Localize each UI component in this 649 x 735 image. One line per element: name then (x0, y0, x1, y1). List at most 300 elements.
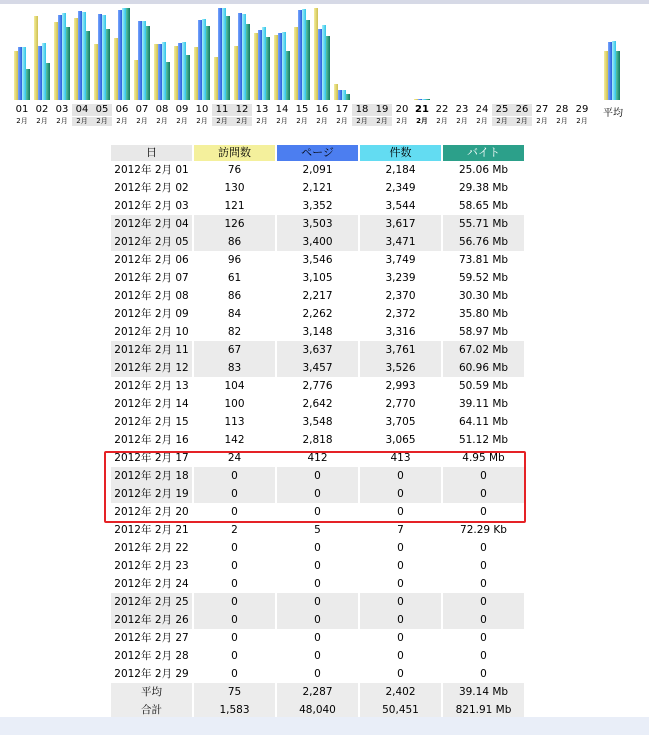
cell-date: 2012年 2月 05 (111, 233, 192, 251)
bytes-bar (46, 63, 50, 100)
cell-bytes: 0 (480, 578, 487, 590)
chart-day-29 (572, 0, 592, 135)
cell-visits: 0 (231, 668, 238, 680)
bar-group (512, 0, 532, 100)
bytes-bar (306, 20, 310, 100)
cell-date: 2012年 2月 22 (114, 542, 189, 554)
bar-group (232, 0, 252, 100)
day-label: 20 (395, 104, 409, 115)
bar-group (432, 0, 452, 100)
cell-pages: 3,503 (277, 215, 358, 233)
cell-pages: 0 (314, 560, 321, 572)
day-label: 11 (212, 104, 232, 116)
cell-pages: 3,352 (302, 200, 333, 212)
table-row (111, 377, 524, 395)
cell-pages: 3,546 (302, 254, 333, 266)
month-label: 2月 (336, 117, 348, 125)
day-label: 27 (535, 104, 549, 115)
cell-date: 2012年 2月 20 (114, 506, 189, 518)
cell-pages: 2,262 (302, 308, 333, 320)
bar-group (600, 0, 626, 100)
cell-hits: 413 (390, 452, 411, 464)
cell-date: 2012年 2月 07 (114, 272, 189, 284)
day-label: 15 (295, 104, 309, 115)
day-label: 09 (175, 104, 189, 115)
chart-day-14 (272, 0, 292, 135)
table-row (111, 287, 524, 305)
month-label: 2月 (176, 117, 188, 125)
day-label: 29 (575, 104, 589, 115)
chart-day-12 (232, 0, 252, 135)
cell-bytes: 0 (443, 611, 524, 629)
average-label: 平均 (111, 683, 192, 701)
chart-day-21 (412, 0, 432, 135)
bar-group (372, 0, 392, 100)
average-bytes: 39.14 Mb (443, 683, 524, 701)
table-row (111, 629, 524, 647)
cell-visits: 0 (231, 506, 238, 518)
cell-visits: 0 (231, 560, 238, 572)
cell-date: 2012年 2月 16 (114, 434, 189, 446)
cell-date: 2012年 2月 12 (111, 359, 192, 377)
total-hits: 50,451 (360, 701, 441, 719)
cell-bytes: 0 (443, 467, 524, 485)
table-row (111, 521, 524, 539)
cell-hits: 3,526 (360, 359, 441, 377)
cell-pages: 0 (277, 611, 358, 629)
cell-date: 2012年 2月 26 (111, 611, 192, 629)
table-row (111, 431, 524, 449)
table-row (111, 161, 524, 179)
table-row (111, 233, 524, 251)
bytes-bar (286, 51, 290, 100)
bar-group (312, 0, 332, 100)
table-row (111, 179, 524, 197)
cell-date: 2012年 2月 19 (111, 485, 192, 503)
cell-hits: 0 (397, 506, 404, 518)
chart-average (600, 0, 626, 135)
cell-date: 2012年 2月 17 (114, 452, 189, 464)
bytes-bar (206, 26, 210, 100)
cell-bytes: 50.59 Mb (458, 380, 509, 392)
chart-day-13 (252, 0, 272, 135)
cell-date: 2012年 2月 09 (114, 308, 189, 320)
cell-visits: 2 (231, 524, 238, 536)
cell-pages: 3,457 (277, 359, 358, 377)
total-label: 合計 (111, 701, 192, 719)
chart-day-09 (172, 0, 192, 135)
average-label: 平均 (603, 108, 623, 119)
bytes-bar (86, 31, 90, 100)
cell-pages: 0 (277, 593, 358, 611)
month-label: 2月 (116, 117, 128, 125)
bar-group (452, 0, 472, 100)
cell-bytes: 0 (443, 593, 524, 611)
bar-group (92, 0, 112, 100)
month-label: 2月 (36, 117, 48, 125)
chart-day-17 (332, 0, 352, 135)
table-row (111, 359, 524, 377)
bar-group (332, 0, 352, 100)
month-label: 2月 (556, 117, 568, 125)
bar-group (52, 0, 72, 100)
month-label: 2月 (456, 117, 468, 125)
day-label: 12 (232, 104, 252, 116)
header-visits: 訪問数 (194, 145, 275, 161)
table-row (111, 269, 524, 287)
bar-group (472, 0, 492, 100)
cell-visits: 100 (224, 398, 245, 410)
cell-date: 2012年 2月 25 (111, 593, 192, 611)
total-pages: 48,040 (277, 701, 358, 719)
cell-visits: 86 (227, 290, 242, 302)
month-label: 2月 (16, 117, 28, 125)
highlight-box (104, 451, 526, 523)
cell-visits: 0 (231, 578, 238, 590)
cell-date: 2012年 2月 15 (114, 416, 189, 428)
table-row (111, 251, 524, 269)
cell-visits: 0 (231, 542, 238, 554)
cell-bytes: 55.71 Mb (443, 215, 524, 233)
cell-bytes: 25.06 Mb (458, 164, 509, 176)
bar-group (252, 0, 272, 100)
cell-hits: 3,316 (385, 326, 416, 338)
cell-bytes: 0 (480, 560, 487, 572)
table-row (111, 305, 524, 323)
chart-day-24 (472, 0, 492, 135)
day-label: 06 (115, 104, 129, 115)
cell-visits: 113 (224, 416, 245, 428)
cell-bytes: 72.29 Kb (460, 524, 507, 536)
cell-bytes: 0 (480, 668, 487, 680)
cell-bytes: 0 (480, 650, 487, 662)
table-row (111, 341, 524, 359)
chart-day-04 (72, 0, 92, 135)
chart-day-22 (432, 0, 452, 135)
cell-visits: 83 (194, 359, 275, 377)
day-label: 02 (35, 104, 49, 115)
cell-bytes: 29.38 Mb (458, 182, 509, 194)
day-label: 19 (372, 104, 392, 116)
bar-group (72, 0, 92, 100)
cell-hits: 3,471 (360, 233, 441, 251)
day-label: 25 (492, 104, 512, 116)
cell-hits: 2,370 (385, 290, 416, 302)
bytes-bar (346, 94, 350, 100)
table-row (111, 539, 524, 557)
cell-pages: 0 (277, 467, 358, 485)
day-label: 03 (55, 104, 69, 115)
month-label: 2月 (492, 117, 512, 126)
cell-visits: 84 (227, 308, 242, 320)
cell-pages: 2,217 (302, 290, 333, 302)
day-label: 18 (352, 104, 372, 116)
day-label: 01 (15, 104, 29, 115)
cell-bytes: 59.52 Mb (458, 272, 509, 284)
header-bytes: バイト (443, 145, 524, 161)
cell-hits: 2,184 (385, 164, 416, 176)
month-label: 2月 (372, 117, 392, 126)
month-label: 2月 (276, 117, 288, 125)
cell-pages: 0 (314, 668, 321, 680)
chart-day-23 (452, 0, 472, 135)
month-label: 2月 (436, 117, 448, 125)
cell-pages: 3,400 (277, 233, 358, 251)
day-label: 07 (135, 104, 149, 115)
bytes-bar (126, 8, 130, 100)
cell-bytes: 51.12 Mb (458, 434, 509, 446)
bar-group (132, 0, 152, 100)
bar-group (172, 0, 192, 100)
chart-day-25 (492, 0, 512, 135)
cell-date: 2012年 2月 14 (114, 398, 189, 410)
cell-pages: 0 (314, 506, 321, 518)
cell-visits: 0 (231, 632, 238, 644)
cell-pages: 0 (314, 542, 321, 554)
month-label: 2月 (196, 117, 208, 125)
cell-hits: 3,544 (385, 200, 416, 212)
month-label: 2月 (536, 117, 548, 125)
cell-hits: 0 (397, 560, 404, 572)
bar-group (572, 0, 592, 100)
month-label: 2月 (156, 117, 168, 125)
bytes-bar (186, 55, 190, 100)
cell-pages: 3,548 (302, 416, 333, 428)
chart-day-27 (532, 0, 552, 135)
cell-bytes: 0 (480, 506, 487, 518)
cell-bytes: 58.97 Mb (458, 326, 509, 338)
cell-bytes: 0 (443, 485, 524, 503)
bytes-bar (616, 51, 620, 100)
bar-group (392, 0, 412, 100)
table-row (111, 323, 524, 341)
header-hits: 件数 (360, 145, 441, 161)
bar-group (292, 0, 312, 100)
bar-group (192, 0, 212, 100)
cell-pages: 2,121 (302, 182, 333, 194)
cell-visits: 67 (194, 341, 275, 359)
chart-day-10 (192, 0, 212, 135)
cell-hits: 7 (397, 524, 404, 536)
average-pages: 2,287 (277, 683, 358, 701)
month-label: 2月 (136, 117, 148, 125)
cell-date: 2012年 2月 28 (114, 650, 189, 662)
cell-visits: 104 (224, 380, 245, 392)
bar-group (112, 0, 132, 100)
cell-pages: 3,148 (302, 326, 333, 338)
chart-day-19 (372, 0, 392, 135)
chart-day-15 (292, 0, 312, 135)
month-label: 2月 (352, 117, 372, 126)
cell-bytes: 64.11 Mb (458, 416, 509, 428)
cell-visits: 126 (194, 215, 275, 233)
cell-pages: 2,642 (302, 398, 333, 410)
day-label: 28 (555, 104, 569, 115)
bytes-bar (146, 26, 150, 100)
chart-day-05 (92, 0, 112, 135)
cell-bytes: 67.02 Mb (443, 341, 524, 359)
cell-visits: 86 (194, 233, 275, 251)
day-label: 14 (275, 104, 289, 115)
month-label: 2月 (316, 117, 328, 125)
cell-hits: 0 (397, 632, 404, 644)
cell-visits: 61 (227, 272, 242, 284)
cell-date: 2012年 2月 06 (114, 254, 189, 266)
bytes-bar (66, 27, 70, 100)
chart-day-28 (552, 0, 572, 135)
cell-hits: 3,761 (360, 341, 441, 359)
bytes-bar (246, 24, 250, 100)
day-label: 13 (255, 104, 269, 115)
cell-pages: 3,637 (277, 341, 358, 359)
cell-date: 2012年 2月 08 (114, 290, 189, 302)
cell-date: 2012年 2月 21 (114, 524, 189, 536)
cell-date: 2012年 2月 23 (114, 560, 189, 572)
bar-group (492, 0, 512, 100)
cell-hits: 0 (397, 578, 404, 590)
month-label: 2月 (232, 117, 252, 126)
day-label: 04 (72, 104, 92, 116)
cell-pages: 2,091 (302, 164, 333, 176)
daily-bar-chart (0, 0, 649, 135)
day-label: 17 (335, 104, 349, 115)
table-row (111, 197, 524, 215)
cell-hits: 3,065 (385, 434, 416, 446)
bar-group (12, 0, 32, 100)
month-label: 2月 (476, 117, 488, 125)
month-label: 2月 (92, 117, 112, 126)
bottom-border (0, 717, 649, 735)
day-label: 16 (315, 104, 329, 115)
cell-date: 2012年 2月 11 (111, 341, 192, 359)
day-label: 05 (92, 104, 112, 116)
cell-date: 2012年 2月 04 (111, 215, 192, 233)
month-label: 2月 (576, 117, 588, 125)
chart-day-08 (152, 0, 172, 135)
cell-pages: 3,105 (302, 272, 333, 284)
chart-day-18 (352, 0, 372, 135)
cell-hits: 3,617 (360, 215, 441, 233)
cell-bytes: 39.11 Mb (458, 398, 509, 410)
month-label: 2月 (212, 117, 232, 126)
month-label: 2月 (416, 117, 428, 125)
month-label: 2月 (296, 117, 308, 125)
table-row (111, 575, 524, 593)
cell-hits: 0 (360, 467, 441, 485)
cell-pages: 2,776 (302, 380, 333, 392)
cell-visits: 0 (231, 650, 238, 662)
cell-visits: 142 (224, 434, 245, 446)
table-row (111, 557, 524, 575)
bar-group (552, 0, 572, 100)
day-label: 22 (435, 104, 449, 115)
month-label: 2月 (256, 117, 268, 125)
cell-hits: 0 (397, 668, 404, 680)
bytes-bar (266, 37, 270, 100)
cell-hits: 3,705 (385, 416, 416, 428)
cell-bytes: 4.95 Mb (462, 452, 505, 464)
day-label: 26 (512, 104, 532, 116)
bytes-bar (26, 69, 30, 100)
cell-pages: 0 (314, 632, 321, 644)
day-label: 23 (455, 104, 469, 115)
cell-hits: 2,372 (385, 308, 416, 320)
daily-stats-table (109, 145, 526, 719)
cell-bytes: 0 (480, 542, 487, 554)
cell-date: 2012年 2月 29 (114, 668, 189, 680)
cell-pages: 5 (314, 524, 321, 536)
cell-hits: 2,993 (385, 380, 416, 392)
table-row (111, 395, 524, 413)
bar-group (32, 0, 52, 100)
table-row (111, 611, 524, 629)
cell-visits: 0 (194, 467, 275, 485)
table-row (111, 413, 524, 431)
chart-day-26 (512, 0, 532, 135)
cell-visits: 0 (194, 593, 275, 611)
chart-day-16 (312, 0, 332, 135)
cell-hits: 0 (360, 611, 441, 629)
day-label: 08 (155, 104, 169, 115)
cell-date: 2012年 2月 10 (114, 326, 189, 338)
cell-visits: 0 (194, 611, 275, 629)
chart-day-11 (212, 0, 232, 135)
cell-date: 2012年 2月 18 (111, 467, 192, 485)
chart-day-20 (392, 0, 412, 135)
cell-bytes: 35.80 Mb (458, 308, 509, 320)
cell-visits: 24 (227, 452, 242, 464)
bytes-bar (166, 62, 170, 100)
cell-visits: 76 (227, 164, 242, 176)
cell-pages: 0 (314, 578, 321, 590)
cell-date: 2012年 2月 02 (114, 182, 189, 194)
total-bytes: 821.91 Mb (443, 701, 524, 719)
cell-pages: 0 (314, 650, 321, 662)
chart-day-03 (52, 0, 72, 135)
bar-group (272, 0, 292, 100)
average-row (111, 683, 524, 701)
table-row (111, 665, 524, 683)
average-hits: 2,402 (360, 683, 441, 701)
total-visits: 1,583 (194, 701, 275, 719)
cell-hits: 0 (397, 542, 404, 554)
cell-hits: 3,749 (385, 254, 416, 266)
cell-bytes: 60.96 Mb (443, 359, 524, 377)
cell-visits: 96 (227, 254, 242, 266)
cell-pages: 412 (307, 452, 328, 464)
cell-visits: 0 (194, 485, 275, 503)
cell-hits: 0 (397, 650, 404, 662)
cell-pages: 0 (277, 485, 358, 503)
month-label: 2月 (396, 117, 408, 125)
cell-hits: 3,239 (385, 272, 416, 284)
cell-date: 2012年 2月 27 (114, 632, 189, 644)
chart-day-02 (32, 0, 52, 135)
header-pages: ページ (277, 145, 358, 161)
bar-group (532, 0, 552, 100)
cell-visits: 82 (227, 326, 242, 338)
chart-day-01 (12, 0, 32, 135)
month-label: 2月 (512, 117, 532, 126)
table-row (111, 647, 524, 665)
cell-visits: 121 (224, 200, 245, 212)
cell-date: 2012年 2月 13 (114, 380, 189, 392)
cell-hits: 2,349 (385, 182, 416, 194)
bytes-bar (106, 29, 110, 100)
chart-day-06 (112, 0, 132, 135)
cell-date: 2012年 2月 01 (114, 164, 189, 176)
cell-hits: 0 (360, 593, 441, 611)
